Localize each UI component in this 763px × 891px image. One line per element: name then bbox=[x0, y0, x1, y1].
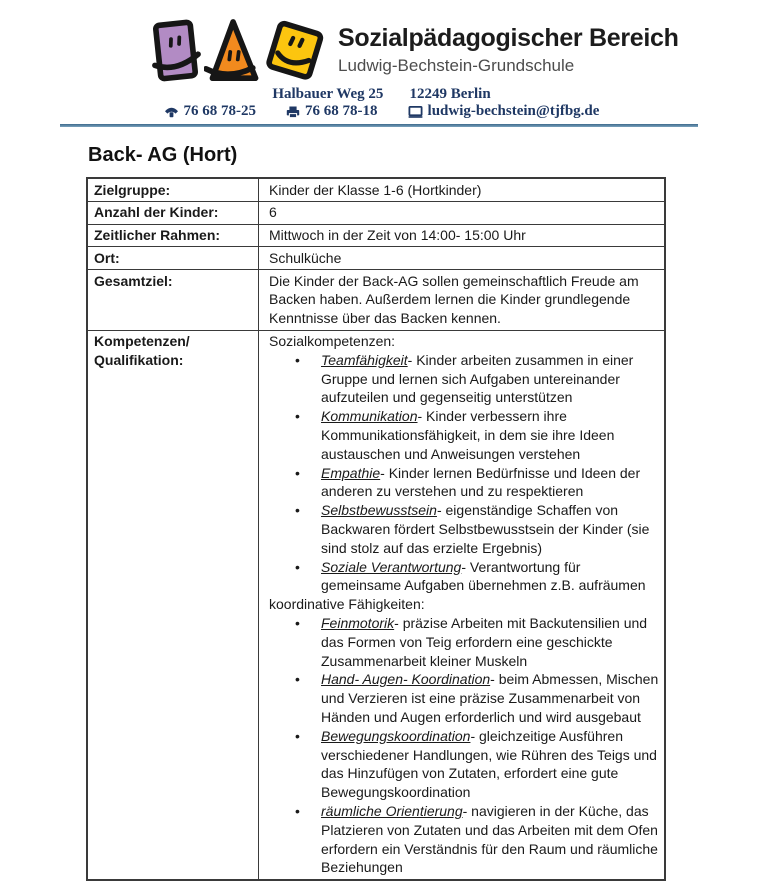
competency-item: • Bewegungskoordination- gleichzeitige Ausführen verschiedener Handlungen, wie Rühren des Teigs und das Hinzufügen von Zutaten, erfordert eine gute Bewegungskoordination bbox=[269, 727, 660, 802]
page-title: Back- AG (Hort) bbox=[88, 144, 238, 166]
row-value: Die Kinder der Back-AG sollen gemeinschaftlich Freude am Backen haben. Außerdem lernen die Kinder grundlegende Kenntnisse über das Backen kennen. bbox=[269, 272, 639, 327]
school-name: Ludwig-Bechstein-Grundschule bbox=[338, 56, 575, 75]
school-logo bbox=[146, 12, 328, 92]
competency-item: • Teamfähigkeit- Kinder arbeiten zusammen in einer Gruppe und lernen sich Aufgaben untereinander aufzuteilen und gegenseitig unterstützen bbox=[269, 351, 660, 407]
phone-number: 76 68 78-25 bbox=[183, 103, 257, 119]
letterhead bbox=[146, 12, 679, 92]
row-label: Ort: bbox=[88, 247, 259, 269]
competency-term: Bewegungskoordination bbox=[321, 727, 471, 744]
header-divider bbox=[60, 124, 698, 127]
info-table bbox=[86, 177, 666, 881]
competency-section-heading: koordinative Fähigkeiten: bbox=[269, 596, 425, 613]
competency-term: Soziale Verantwortung bbox=[321, 558, 462, 575]
competency-item: • räumliche Orientierung- navigieren in der Küche, das Platzieren von Zutaten und das Arbeiten mit dem Ofen erfordern ein Verständnis für den Raum und räumliche Beziehungen bbox=[269, 802, 660, 877]
table-row-zielgruppe bbox=[88, 179, 664, 202]
competencies-cell bbox=[259, 331, 664, 879]
competency-term: Hand- Augen- Koordination bbox=[321, 671, 491, 688]
phone-contact bbox=[164, 103, 257, 120]
computer-icon bbox=[408, 106, 423, 118]
row-label-line2: Qualifikation: bbox=[94, 351, 184, 368]
competency-list bbox=[269, 351, 660, 595]
table-row-zeitlicher-rahmen bbox=[88, 225, 664, 248]
orange-triangle-mascot-icon bbox=[204, 12, 260, 90]
letterhead-titles bbox=[338, 24, 679, 77]
department-name: Sozialpädagogischer Bereich bbox=[338, 24, 679, 52]
competency-item: • Hand- Augen- Koordination- beim Abmessen, Mischen und Verzieren ist eine präzise Zusammenarbeit von Händen und Augen erforderlich und wird ausgebaut bbox=[269, 670, 660, 726]
competency-term: Kommunikation bbox=[321, 408, 418, 425]
yellow-square-mascot-icon bbox=[260, 12, 328, 90]
row-label: Zielgruppe: bbox=[88, 179, 259, 201]
purple-rectangle-mascot-icon bbox=[146, 12, 204, 90]
table-row-ort bbox=[88, 247, 664, 270]
address-line bbox=[0, 86, 763, 103]
contact-line bbox=[0, 103, 763, 120]
fax-printer-icon bbox=[286, 106, 300, 118]
address-street: Halbauer Weg 25 bbox=[272, 86, 384, 102]
row-value: Kinder der Klasse 1-6 (Hortkinder) bbox=[269, 181, 482, 198]
row-label bbox=[88, 331, 259, 879]
row-label: Gesamtziel: bbox=[88, 270, 259, 329]
address-city: 12249 Berlin bbox=[409, 86, 491, 102]
competency-section-heading: Sozialkompetenzen: bbox=[269, 333, 396, 350]
email-contact bbox=[408, 103, 600, 120]
competency-term: räumliche Orientierung bbox=[321, 803, 463, 819]
competency-term: Teamfähigkeit bbox=[321, 351, 408, 368]
row-label-line1: Kompetenzen/ bbox=[94, 333, 190, 350]
competency-term: Selbstbewusstsein bbox=[321, 502, 437, 519]
competency-term: Feinmotorik bbox=[321, 615, 395, 632]
competency-item: • Kommunikation- Kinder verbessern ihre Kommunikationsfähigkeit, in dem sie ihre Ideen austauschen und Anweisungen verstehen bbox=[269, 407, 660, 463]
email-address[interactable]: ludwig-bechstein@tjfbg.de bbox=[427, 103, 600, 119]
row-label: Zeitlicher Rahmen: bbox=[88, 225, 259, 247]
row-value: Schulküche bbox=[269, 249, 342, 266]
table-row-gesamtziel bbox=[88, 270, 664, 330]
competency-list bbox=[269, 614, 660, 877]
fax-number: 76 68 78-18 bbox=[305, 103, 378, 119]
row-label: Anzahl der Kinder: bbox=[88, 202, 259, 224]
competency-item: • Empathie- Kinder lernen Bedürfnisse und Ideen der anderen zu verstehen und zu respektieren bbox=[269, 464, 660, 502]
competency-item: • Feinmotorik- präzise Arbeiten mit Backutensilien und das Formen von Teig erfordern eine geschickte Zusammenarbeit kleiner Muskeln bbox=[269, 614, 660, 670]
row-value: 6 bbox=[269, 204, 277, 221]
competency-item: • Soziale Verantwortung- Verantwortung für gemeinsame Aufgaben übernehmen z.B. aufräumen bbox=[269, 558, 660, 596]
competency-item: • Selbstbewusstsein- eigenständige Schaffen von Backwaren fördert Selbstbewusstsein der Kinder (sie sind stolz auf das erzielte Ergebnis) bbox=[269, 501, 660, 557]
table-row-kompetenzen bbox=[88, 331, 664, 879]
table-row-anzahl bbox=[88, 202, 664, 225]
phone-icon bbox=[164, 106, 179, 118]
fax-contact bbox=[286, 103, 378, 120]
row-value: Mittwoch in der Zeit von 14:00- 15:00 Uhr bbox=[269, 227, 526, 244]
competency-term: Empathie bbox=[321, 464, 381, 481]
